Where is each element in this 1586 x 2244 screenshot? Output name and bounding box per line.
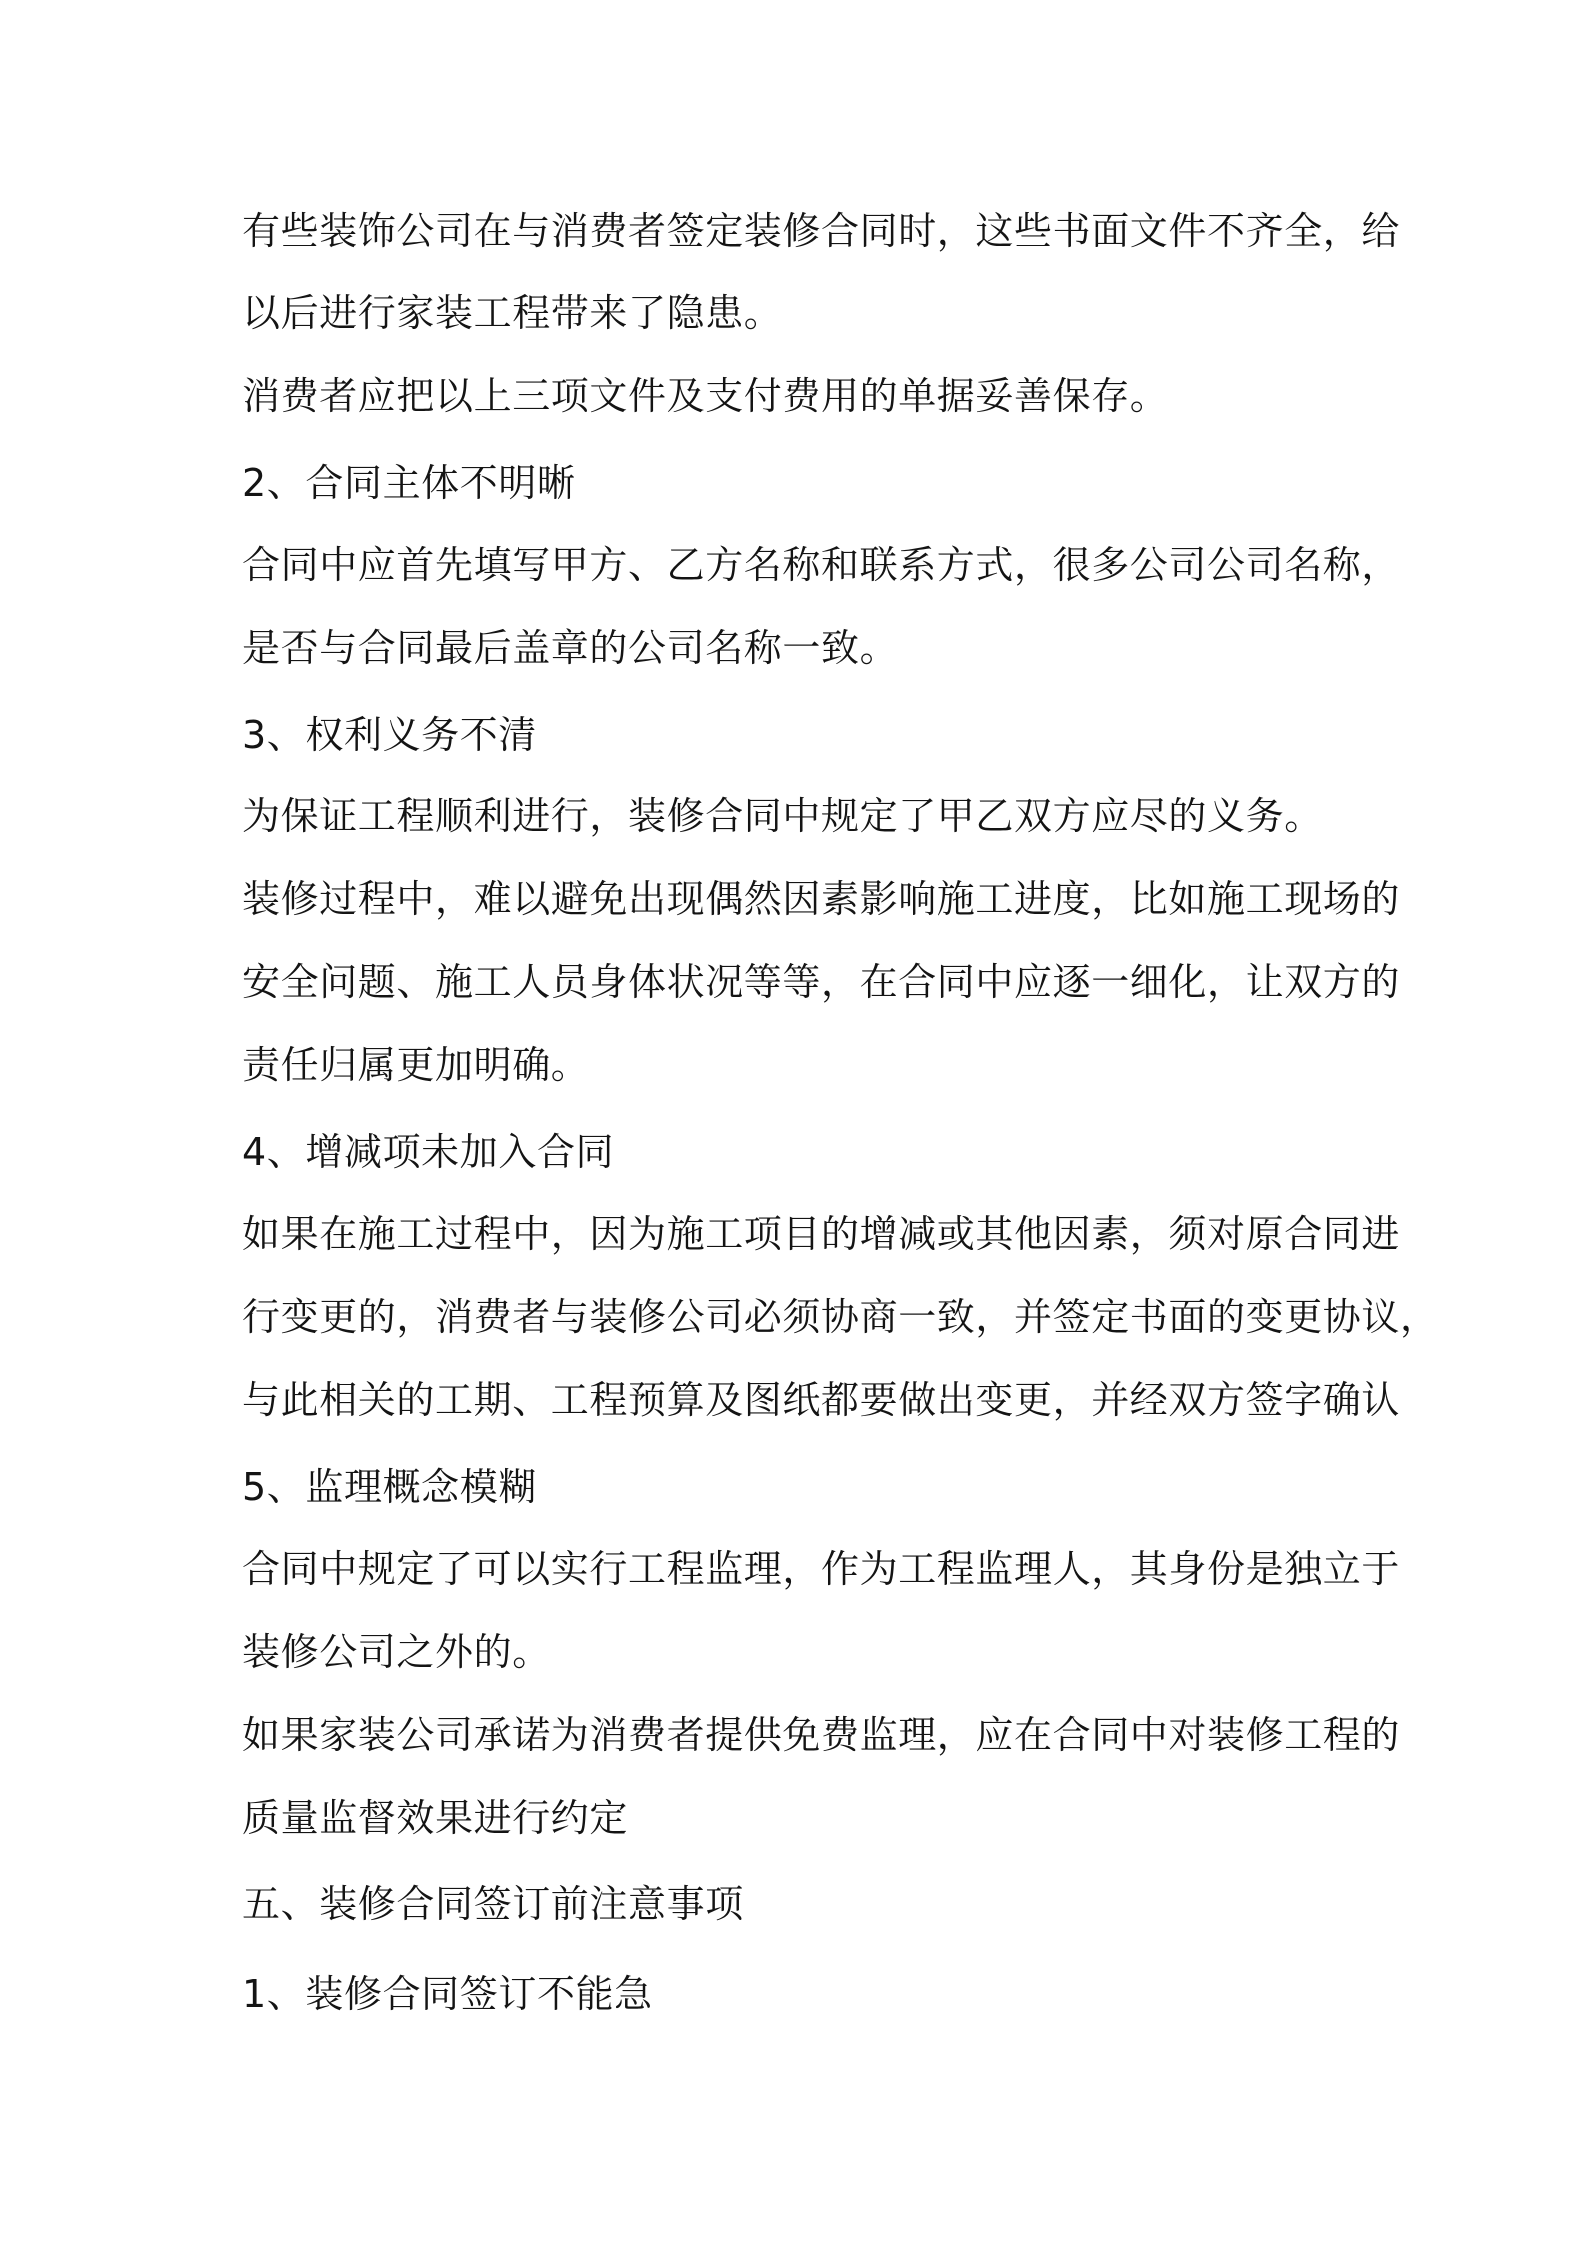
section-heading: 五、装修合同签订前注意事项	[242, 1882, 744, 1926]
body-text-line: 行变更的，消费者与装修公司必须协商一致，并签定书面的变更协议，	[242, 1295, 1439, 1339]
body-text-line: 消费者应把以上三项文件及支付费用的单据妥善保存。	[242, 374, 1169, 418]
body-text-line: 是否与合同最后盖章的公司名称一致。	[242, 626, 899, 670]
section-heading: 3、权利义务不清	[242, 713, 537, 757]
body-text-line: 质量监督效果进行约定	[242, 1796, 629, 1840]
body-text-line: 如果家装公司承诺为消费者提供免费监理，应在合同中对装修工程的	[242, 1713, 1401, 1757]
body-text-line: 以后进行家装工程带来了隐患。	[242, 291, 783, 335]
body-text-line: 如果在施工过程中，因为施工项目的增减或其他因素，须对原合同进	[242, 1212, 1401, 1256]
body-text-line: 为保证工程顺利进行，装修合同中规定了甲乙双方应尽的义务。	[242, 794, 1323, 838]
section-heading: 2、合同主体不明晰	[242, 461, 576, 505]
body-text-line: 有些装饰公司在与消费者签定装修合同时，这些书面文件不齐全，给	[242, 209, 1401, 253]
body-text-line: 安全问题、施工人员身体状况等等，在合同中应逐一细化，让双方的	[242, 960, 1401, 1004]
body-text-line: 装修公司之外的。	[242, 1630, 551, 1674]
section-heading: 5、监理概念模糊	[242, 1465, 537, 1509]
section-heading: 1、装修合同签订不能急	[242, 1972, 653, 2016]
body-text-line: 责任归属更加明确。	[242, 1043, 590, 1087]
section-heading: 4、增减项未加入合同	[242, 1130, 615, 1174]
body-text-line: 合同中规定了可以实行工程监理，作为工程监理人，其身份是独立于	[242, 1547, 1401, 1591]
body-text-line: 合同中应首先填写甲方、乙方名称和联系方式，很多公司公司名称，	[242, 543, 1401, 587]
body-text-line: 装修过程中，难以避免出现偶然因素影响施工进度，比如施工现场的	[242, 877, 1401, 921]
body-text-line: 与此相关的工期、工程预算及图纸都要做出变更，并经双方签字确认	[242, 1378, 1401, 1422]
